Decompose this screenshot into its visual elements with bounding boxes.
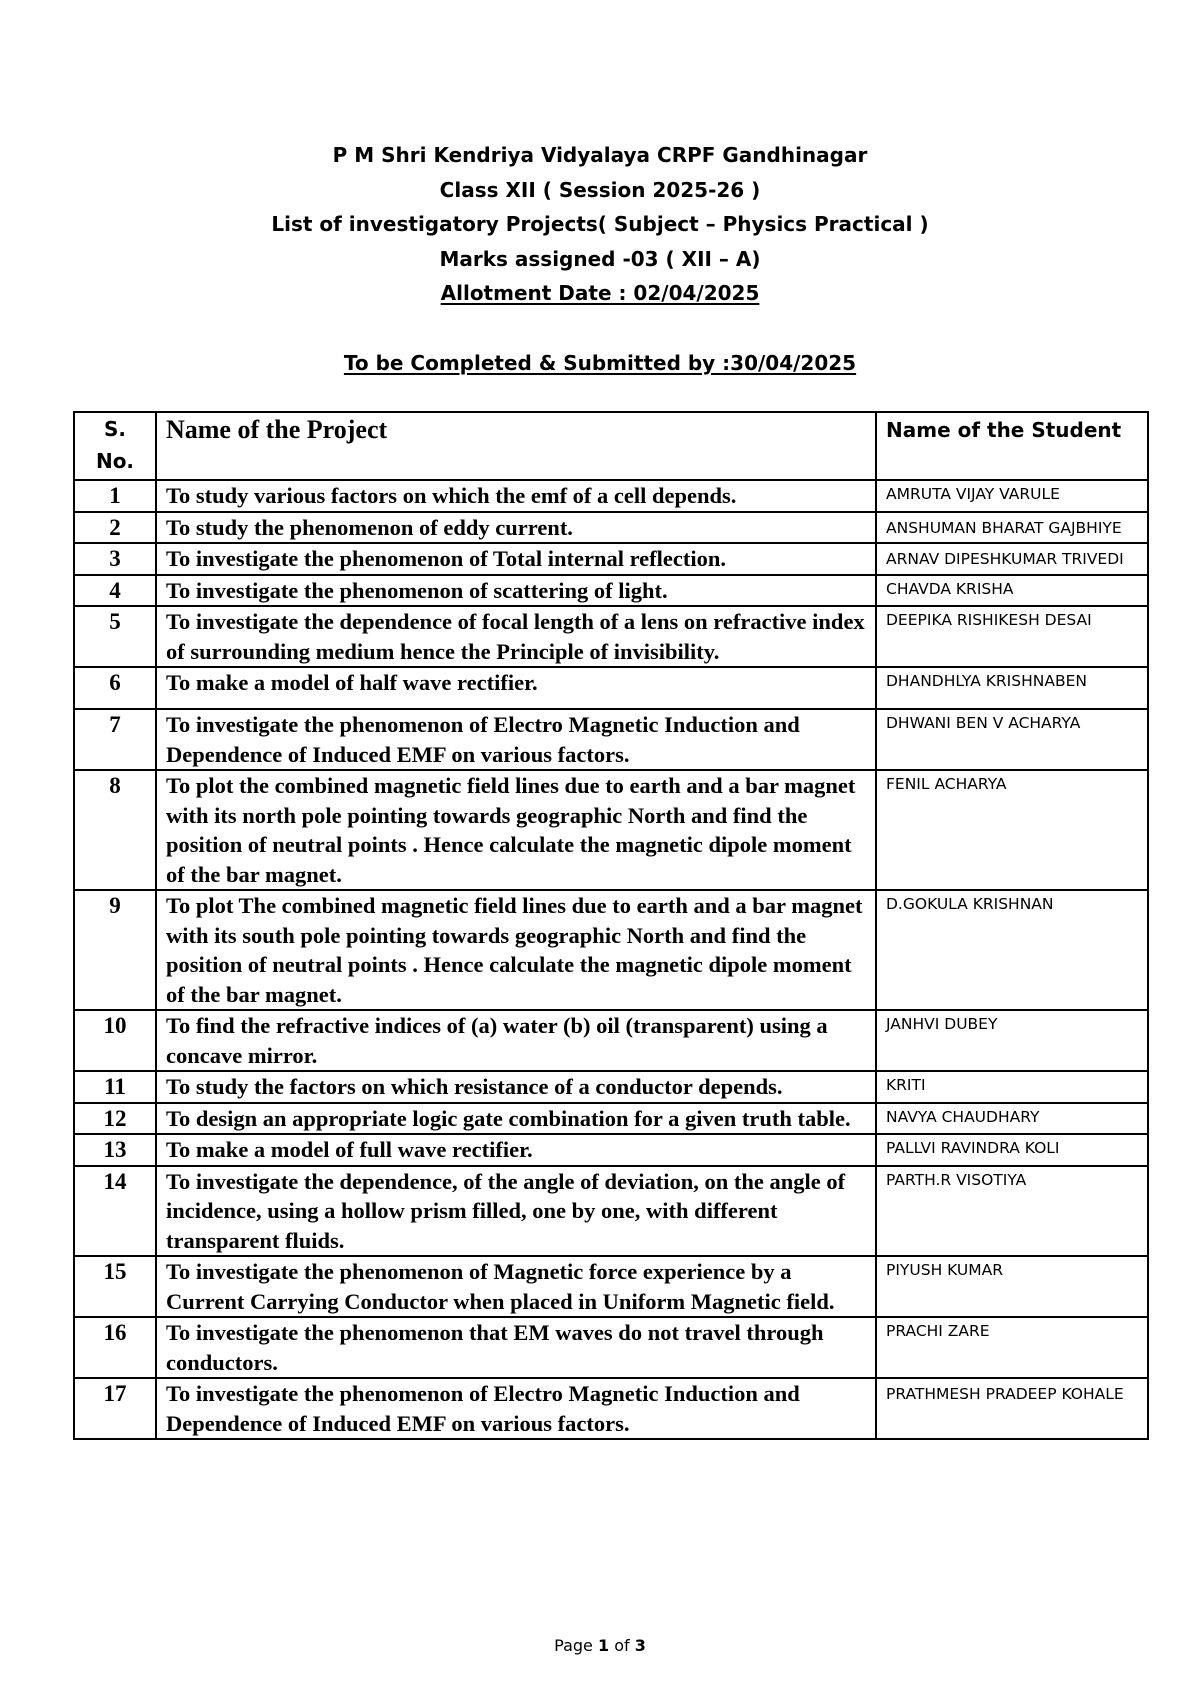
row-student: CHAVDA KRISHA	[876, 575, 1148, 607]
row-sno: 16	[74, 1317, 156, 1378]
header-sno: S. No.	[74, 412, 156, 480]
row-sno: 6	[74, 667, 156, 709]
row-project: To make a model of full wave rectifier.	[156, 1134, 876, 1166]
list-title: List of investigatory Projects( Subject – Physics Practical )	[271, 212, 929, 236]
row-student: FENIL ACHARYA	[876, 770, 1148, 890]
row-sno: 11	[74, 1071, 156, 1103]
table-row	[74, 543, 1148, 575]
row-project: To plot the combined magnetic field lines due to earth and a bar magnet with its north pole pointing towards geographic North and find the position of neutral points . Hence calculate the magnetic dipole moment of the bar magnet.	[156, 770, 876, 890]
row-project: To plot The combined magnetic field lines due to earth and a bar magnet with its south pole pointing towards geographic North and find the position of neutral points . Hence calculate the magnetic dipole moment of the bar magnet.	[156, 890, 876, 1010]
row-student: DEEPIKA RISHIKESH DESAI	[876, 606, 1148, 667]
row-student: KRITI	[876, 1071, 1148, 1103]
table-row	[74, 512, 1148, 544]
header-project: Name of the Project	[156, 412, 876, 480]
row-student: DHANDHLYA KRISHNABEN	[876, 667, 1148, 709]
row-sno: 9	[74, 890, 156, 1010]
table-row	[74, 1166, 1148, 1257]
table-row	[74, 709, 1148, 770]
projects-table	[73, 411, 1149, 1440]
class-session: Class XII ( Session 2025-26 )	[439, 177, 761, 202]
row-sno: 1	[74, 480, 156, 512]
row-sno: 12	[74, 1103, 156, 1135]
school-name: P M Shri Kendriya Vidyalaya CRPF Gandhinagar	[332, 143, 868, 167]
row-student: PIYUSH KUMAR	[876, 1256, 1148, 1317]
row-sno: 13	[74, 1134, 156, 1166]
row-sno: 5	[74, 606, 156, 667]
row-student: D.GOKULA KRISHNAN	[876, 890, 1148, 1010]
document-header	[0, 138, 1200, 380]
row-project: To investigate the phenomenon of Electro Magnetic Induction and Dependence of Induced EMF on various factors.	[156, 709, 876, 770]
row-sno: 14	[74, 1166, 156, 1257]
row-project: To investigate the dependence of focal length of a lens on refractive index of surrounding medium hence the Principle of invisibility.	[156, 606, 876, 667]
row-project: To find the refractive indices of (a) water (b) oil (transparent) using a concave mirror.	[156, 1010, 876, 1071]
page-label: Page	[554, 1636, 593, 1655]
table-row	[74, 1071, 1148, 1103]
page-current: 1	[597, 1636, 610, 1655]
row-project: To investigate the dependence, of the angle of deviation, on the angle of incidence, using a hollow prism filled, one by one, with different transparent fluids.	[156, 1166, 876, 1257]
table-row	[74, 1317, 1148, 1378]
submission-date: To be Completed & Submitted by :30/04/2025	[343, 350, 857, 375]
row-project: To study various factors on which the emf of a cell depends.	[156, 480, 876, 512]
table-row	[74, 1103, 1148, 1135]
row-sno: 10	[74, 1010, 156, 1071]
table-row	[74, 1010, 1148, 1071]
row-student: PRATHMESH PRADEEP KOHALE	[876, 1378, 1148, 1439]
row-student: AMRUTA VIJAY VARULE	[876, 480, 1148, 512]
row-sno: 7	[74, 709, 156, 770]
table-row	[74, 606, 1148, 667]
page-total: 3	[634, 1636, 646, 1655]
row-student: ANSHUMAN BHARAT GAJBHIYE	[876, 512, 1148, 544]
row-project: To investigate the phenomenon that EM waves do not travel through conductors.	[156, 1317, 876, 1378]
table-row	[74, 575, 1148, 607]
row-sno: 8	[74, 770, 156, 890]
page-of: of	[614, 1636, 630, 1655]
row-sno: 2	[74, 512, 156, 544]
row-project: To study the phenomenon of eddy current.	[156, 512, 876, 544]
allotment-date: Allotment Date : 02/04/2025	[440, 281, 760, 305]
row-project: To investigate the phenomenon of Electro Magnetic Induction and Dependence of Induced EMF on various factors.	[156, 1378, 876, 1439]
table-row	[74, 480, 1148, 512]
row-student: ARNAV DIPESHKUMAR TRIVEDI	[876, 543, 1148, 575]
row-student: DHWANI BEN V ACHARYA	[876, 709, 1148, 770]
table-row	[74, 1378, 1148, 1439]
table-row	[74, 667, 1148, 709]
row-project: To investigate the phenomenon of Total internal reflection.	[156, 543, 876, 575]
row-project: To investigate the phenomenon of scattering of light.	[156, 575, 876, 607]
row-student: PRACHI ZARE	[876, 1317, 1148, 1378]
table-row	[74, 890, 1148, 1010]
marks-assigned: Marks assigned -03 ( XII – A)	[439, 246, 761, 271]
table-row	[74, 1256, 1148, 1317]
table-row	[74, 770, 1148, 890]
table-row	[74, 1134, 1148, 1166]
row-project: To make a model of half wave rectifier.	[156, 667, 876, 709]
row-student: NAVYA CHAUDHARY	[876, 1103, 1148, 1135]
row-sno: 4	[74, 575, 156, 607]
row-student: PALLVI RAVINDRA KOLI	[876, 1134, 1148, 1166]
row-project: To study the factors on which resistance of a conductor depends.	[156, 1071, 876, 1103]
row-student: PARTH.R VISOTIYA	[876, 1166, 1148, 1257]
row-sno: 15	[74, 1256, 156, 1317]
row-sno: 17	[74, 1378, 156, 1439]
row-project: To design an appropriate logic gate combination for a given truth table.	[156, 1103, 876, 1135]
row-sno: 3	[74, 543, 156, 575]
table-header-row	[74, 412, 1148, 480]
row-project: To investigate the phenomenon of Magnetic force experience by a Current Carrying Conductor when placed in Uniform Magnetic field.	[156, 1256, 876, 1317]
row-student: JANHVI DUBEY	[876, 1010, 1148, 1071]
header-student: Name of the Student	[876, 412, 1148, 480]
page-footer	[0, 1636, 1200, 1655]
